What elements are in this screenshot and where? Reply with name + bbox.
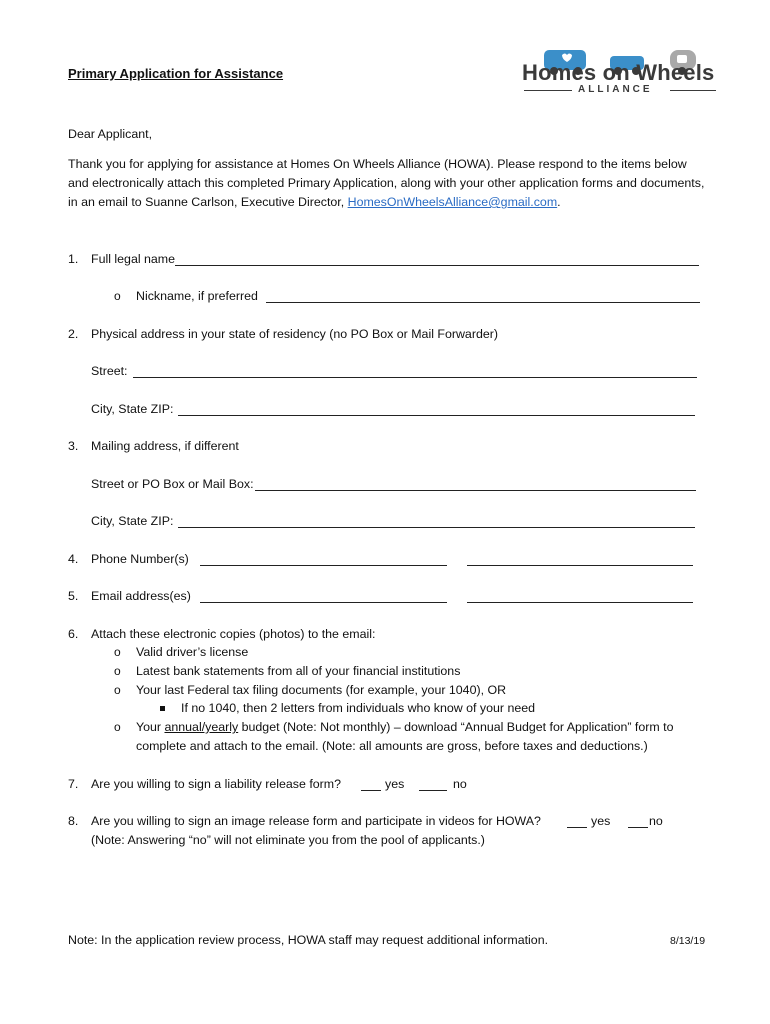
liability-yes-field[interactable] (361, 790, 381, 791)
item-number-1: 1. (68, 252, 79, 266)
footer-note: Note: In the application review process, HOWA staff may request additional information. (68, 933, 549, 947)
budget-pre: Your (136, 720, 165, 734)
street-label: Street: (91, 364, 128, 378)
mailing-address-label: Mailing address, if different (91, 439, 239, 453)
mailing-street-field[interactable] (255, 490, 696, 491)
item-number-6: 6. (68, 627, 79, 641)
city-state-zip-label: City, State ZIP: (91, 402, 174, 416)
bullet-circle: o (114, 683, 121, 697)
image-release-question: Are you willing to sign an image release form and participate in videos for HOWA? (91, 814, 541, 828)
liability-question: Are you willing to sign a liability release form? (91, 777, 341, 791)
mailing-city-field[interactable] (178, 527, 695, 528)
liability-no-label: no (453, 777, 467, 791)
email-label: Email address(es) (91, 589, 191, 603)
physical-address-label: Physical address in your state of residency (no PO Box or Mail Forwarder) (91, 327, 498, 341)
image-release-no-label: no (649, 814, 663, 828)
email-field-1[interactable] (200, 602, 447, 603)
nickname-label: Nickname, if preferred (136, 289, 258, 303)
homes-on-wheels-logo (522, 46, 722, 100)
item-number-3: 3. (68, 439, 79, 453)
bullet-circle: o (114, 720, 121, 734)
email-field-2[interactable] (467, 602, 693, 603)
full-legal-name-label: Full legal name (91, 252, 176, 266)
greeting: Dear Applicant, (68, 127, 153, 141)
bullet-circle: o (114, 289, 121, 303)
image-release-yes-label: yes (591, 814, 611, 828)
phone-label: Phone Number(s) (91, 552, 189, 566)
physical-street-field[interactable] (133, 377, 697, 378)
logo-subtitle: ALLIANCE (578, 84, 653, 95)
image-release-yes-field[interactable] (567, 827, 587, 828)
image-release-note: (Note: Answering “no” will not eliminate you from the pool of applicants.) (91, 833, 485, 847)
image-release-no-field[interactable] (628, 827, 648, 828)
attachment-letters: If no 1040, then 2 letters from individuals who know of your need (181, 701, 536, 715)
mailing-city-label: City, State ZIP: (91, 514, 174, 528)
budget-post: budget (Note: Not monthly) – download “Annual Budget for Application” form to (238, 720, 674, 734)
attachment-tax-documents: Your last Federal tax filing documents (for example, your 1040), OR (136, 683, 507, 697)
liability-yes-label: yes (385, 777, 405, 791)
intro-paragraph (68, 155, 708, 212)
item-number-2: 2. (68, 327, 79, 341)
bullet-circle: o (114, 645, 121, 659)
intro-body: Thank you for applying for assistance at Homes On Wheels Alliance (HOWA). Please respond to the items below and electronically attach this completed Primary Application, along with your other application forms and documents, in an email to Suanne Carlson, Executive Director, (68, 157, 705, 209)
budget-underlined: annual/yearly (164, 720, 239, 734)
attachment-budget-line2: complete and attach to the email. (Note: all amounts are gross, before taxes and deductions.) (136, 739, 648, 753)
mailing-street-label: Street or PO Box or Mail Box: (91, 477, 254, 491)
attachments-label: Attach these electronic copies (photos) to the email: (91, 627, 376, 641)
logo-rule-right (670, 90, 716, 91)
logo-wordmark: Homes on Wheels (522, 60, 715, 85)
nickname-field[interactable] (266, 302, 700, 303)
phone-field-1[interactable] (200, 565, 447, 566)
attachment-drivers-license: Valid driver’s license (136, 645, 249, 659)
item-number-4: 4. (68, 552, 79, 566)
full-legal-name-field[interactable] (175, 265, 699, 266)
page-title: Primary Application for Assistance (68, 66, 284, 81)
bullet-circle: o (114, 664, 121, 678)
item-number-8: 8. (68, 814, 79, 828)
phone-field-2[interactable] (467, 565, 693, 566)
logo-rule-left (524, 90, 572, 91)
revision-date: 8/13/19 (670, 935, 706, 947)
email-link[interactable]: HomesOnWheelsAlliance@gmail.com (347, 195, 558, 209)
liability-no-field[interactable] (419, 790, 447, 791)
item-number-5: 5. (68, 589, 79, 603)
intro-end: . (557, 195, 561, 209)
attachment-budget (136, 720, 673, 734)
physical-city-field[interactable] (178, 415, 695, 416)
square-bullet-icon (160, 706, 165, 711)
attachment-bank-statements: Latest bank statements from all of your financial institutions (136, 664, 461, 678)
item-number-7: 7. (68, 777, 79, 791)
